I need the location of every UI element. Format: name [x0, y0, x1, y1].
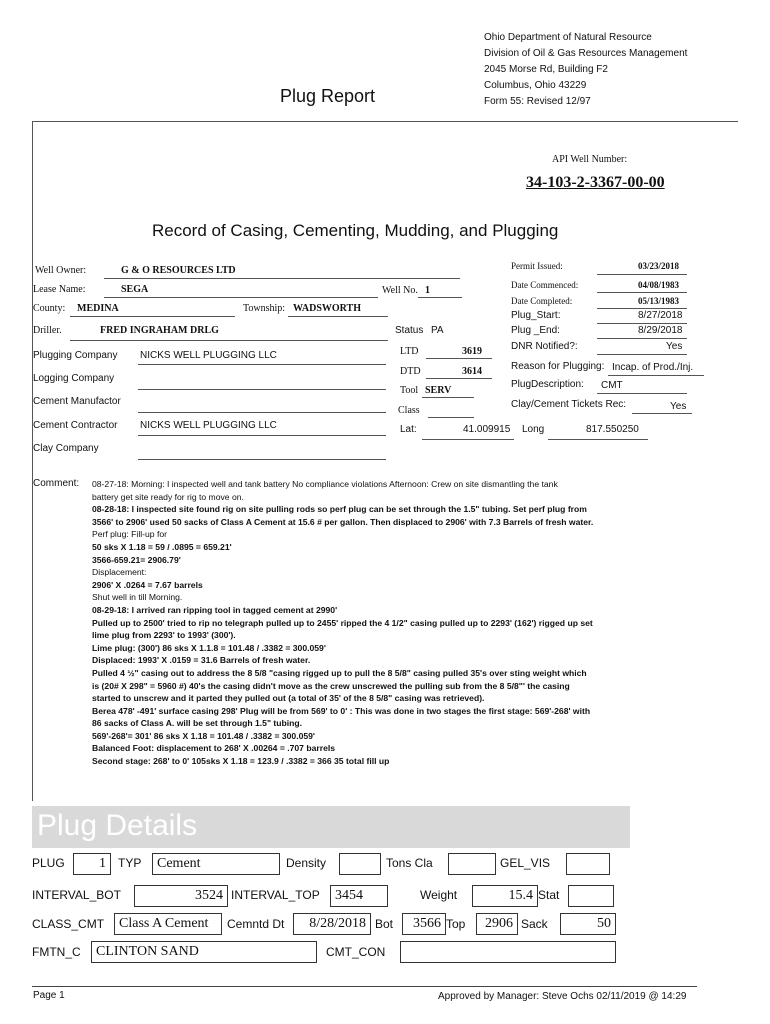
lat-label: Lat: — [400, 424, 417, 435]
date-commenced-label: Date Commenced: — [511, 280, 579, 290]
comment-line: Balanced Foot: displacement to 268' X .00264 = .707 barrels — [92, 743, 336, 754]
date-completed-value: 05/13/1983 — [638, 296, 680, 306]
county-line — [70, 316, 235, 317]
township-label: Township: — [243, 303, 286, 314]
county-value: MEDINA — [77, 303, 119, 314]
reason-label: Reason for Plugging: — [511, 361, 605, 372]
permit-issued-label: Permit Issued: — [511, 261, 563, 271]
plug-description-label: PlugDescription: — [511, 379, 584, 390]
desc-line — [597, 393, 687, 394]
logging-line — [138, 389, 386, 390]
plug-field[interactable]: 1 — [73, 853, 111, 875]
lat-line — [422, 439, 514, 440]
fmtn-c-label: FMTN_C — [32, 945, 81, 959]
lat-value: 41.009915 — [463, 424, 511, 435]
record-title: Record of Casing, Cementing, Mudding, and Plugging — [152, 221, 559, 240]
date-commenced-value: 04/08/1983 — [638, 280, 680, 290]
cemntd-dt-field[interactable]: 8/28/2018 — [293, 913, 371, 935]
approval-text: Approved by Manager: Steve Ochs 02/11/2019 @ 14:29 — [438, 991, 687, 1002]
plug-details-header — [32, 806, 630, 848]
interval-bot-field[interactable]: 3524 — [134, 885, 228, 907]
driller-value: FRED INGRAHAM DRLG — [100, 325, 219, 336]
township-value: WADSWORTH — [293, 303, 361, 314]
plug-description-value: CMT — [601, 380, 623, 391]
cement-contractor-label: Cement Contractor — [33, 420, 118, 431]
plug-start-label: Plug_Start: — [511, 310, 561, 321]
long-line — [548, 439, 648, 440]
gel-vis-field[interactable] — [566, 853, 610, 875]
cement-manufactor-label: Cement Manufactor — [33, 396, 121, 407]
top-label: Top — [446, 917, 466, 931]
agency-block — [484, 30, 687, 110]
class-line — [428, 417, 474, 418]
comment-label: Comment: — [33, 478, 80, 489]
clay-line — [138, 459, 386, 460]
driller-line — [70, 340, 388, 341]
api-label: API Well Number: — [552, 154, 628, 165]
cement-contractor-line — [138, 435, 386, 436]
cmt-con-field[interactable] — [400, 941, 616, 963]
dnr-notified-value: Yes — [666, 341, 683, 352]
bot-label: Bot — [375, 917, 394, 931]
driller-label: Driller. — [33, 325, 62, 336]
well-owner-line — [104, 278, 460, 279]
top-field[interactable]: 2906 — [476, 913, 518, 935]
tickets-label: Clay/Cement Tickets Rec: — [511, 399, 627, 410]
lease-name-value: SEGA — [121, 284, 149, 295]
comment-line: Displacement: — [92, 567, 147, 578]
lease-name-label: Lease Name: — [33, 284, 86, 295]
ltd-value: 3619 — [462, 346, 482, 357]
fmtn-c-field[interactable]: CLINTON SAND — [91, 941, 317, 963]
dnr-notified-label: DNR Notified?: — [511, 341, 578, 352]
comment-line: Shut well in till Morning. — [92, 592, 183, 603]
tickets-value: Yes — [670, 401, 687, 412]
comment-line: Second stage: 268' to 0' 105sks X 1.18 = 123.9 / .3382 = 366 35 total fill up — [92, 756, 390, 767]
comment-body — [92, 478, 692, 768]
comment-line: Berea 478' -491' surface casing 298' Plug will be from 569' to 0' : This was done in two stages the first stage: 569'-268' with — [92, 705, 591, 716]
plug-start-value: 8/27/2018 — [638, 310, 683, 321]
cement-mfr-line — [138, 412, 386, 413]
plug-end-line — [597, 338, 687, 339]
typ-field[interactable]: Cement — [152, 853, 280, 875]
ltd-label: LTD — [400, 346, 419, 357]
comment-line: Displaced: 1993' X .0159 = 31.6 Barrels of fresh water. — [92, 655, 311, 666]
township-line — [288, 316, 388, 317]
agency-line: Ohio Department of Natural Resource — [484, 32, 652, 43]
agency-line: Form 55: Revised 12/97 — [484, 96, 591, 107]
dtd-value: 3614 — [462, 366, 482, 377]
ltd-line — [426, 358, 492, 359]
frame-left-line — [32, 121, 33, 801]
clay-company-label: Clay Company — [33, 443, 99, 454]
sack-label: Sack — [521, 917, 548, 931]
reason-line — [608, 375, 704, 376]
comment-line: lime plug from 2293' to 1993' (300'). — [92, 630, 236, 641]
plug-label: PLUG — [32, 856, 65, 870]
api-number: 34-103-2-3367-00-00 — [526, 174, 665, 191]
bot-field[interactable]: 3566 — [402, 913, 446, 935]
tool-value: SERV — [425, 385, 452, 396]
plug-end-value: 8/29/2018 — [638, 325, 683, 336]
gel-vis-label: GEL_VIS — [500, 856, 551, 870]
comment-line: 50 sks X 1.18 = 59 / .0895 = 659.21' — [92, 541, 232, 552]
comment-line: battery get site ready for rig to move on. — [92, 491, 244, 502]
density-label: Density — [286, 856, 327, 870]
comment-line: 08-27-18: Morning: I inspected well and tank battery No compliance violations Afternoon: Crew on site dismantling the tank — [92, 479, 558, 489]
permit-line — [597, 274, 687, 275]
comment-line: 86 sacks of Class A. will be set through 1.5" tubing. — [92, 718, 303, 729]
comment-line: 08-28-18: I inspected site found rig on site pulling rods so perf plug can be set through the 1.5" tubing. Set perf plug from — [92, 504, 587, 515]
long-value: 817.550250 — [586, 424, 639, 435]
comment-line: 2906' X .0264 = 7.67 barrels — [92, 579, 203, 590]
stat-label: Stat — [538, 888, 560, 902]
typ-label: TYP — [118, 856, 142, 870]
sack-field[interactable]: 50 — [560, 913, 616, 935]
comment-line: 3566-659.21= 2906.79' — [92, 554, 181, 565]
class-cmt-label: CLASS_CMT — [32, 917, 105, 931]
agency-line: 2045 Morse Rd, Building F2 — [484, 64, 608, 75]
cemntd-dt-label: Cemntd Dt — [227, 917, 285, 931]
weight-field[interactable]: 15.4 — [472, 885, 538, 907]
plugging-company-label: Plugging Company — [33, 350, 118, 361]
well-no-label: Well No. — [382, 285, 418, 296]
footer-line — [32, 986, 697, 987]
plugging-line — [138, 364, 386, 365]
cmt-con-label: CMT_CON — [326, 945, 386, 959]
class-label: Class — [398, 405, 420, 416]
comment-line: 08-29-18: I arrived ran ripping tool in tagged cement at 2990' — [92, 604, 338, 615]
plugging-company-value: NICKS WELL PLUGGING LLC — [140, 350, 277, 361]
logging-company-label: Logging Company — [33, 373, 115, 384]
county-label: County: — [33, 303, 66, 314]
well-owner-value: G & O RESOURCES LTD — [121, 265, 236, 276]
dnr-line — [597, 354, 687, 355]
completed-line — [597, 308, 687, 309]
frame-top-line — [32, 121, 738, 122]
comment-line: started to unscrew and it parted they pulled out (a total of 35' of the 8 5/8" casing was retrieved). — [92, 693, 485, 704]
reason-value: Incap. of Prod./Inj. — [612, 362, 694, 373]
class-cmt-field[interactable]: Class A Cement — [114, 913, 222, 935]
comment-line: 3566' to 2906' used 50 sacks of Class A Cement at 15.6 # per gallon. Then displaced to 2906' with 7.3 Barrels of fresh water. — [92, 516, 594, 527]
status-value: PA — [431, 325, 444, 336]
page-number: Page 1 — [33, 990, 65, 1001]
agency-line: Columbus, Ohio 43229 — [484, 80, 587, 91]
date-completed-label: Date Completed: — [511, 296, 573, 306]
interval-bot-label: INTERVAL_BOT — [32, 888, 121, 902]
plug-end-label: Plug _End: — [511, 325, 560, 336]
stat-field[interactable] — [568, 885, 614, 907]
well-owner-label: Well Owner: — [35, 265, 87, 276]
comment-line: Perf plug: Fill-up for — [92, 529, 167, 540]
well-no-line — [418, 297, 462, 298]
tool-label: Tool — [400, 385, 419, 396]
long-label: Long — [522, 424, 545, 435]
comment-line: 569'-268'= 301' 86 sks X 1.18 = 101.48 / .3382 = 300.059' — [92, 730, 315, 741]
weight-label: Weight — [420, 888, 458, 902]
agency-line: Division of Oil & Gas Resources Management — [484, 48, 688, 59]
tool-line — [422, 397, 474, 398]
tons-cla-label: Tons Cla — [386, 856, 433, 870]
cement-contractor-value: NICKS WELL PLUGGING LLC — [140, 420, 277, 431]
status-label: Status — [395, 325, 424, 336]
comment-line: Pulled 4 ½" casing out to address the 8 5/8 "casing rigged up to pull the 8 5/8" casing pulled 35's over sting weight which — [92, 667, 587, 678]
dtd-label: DTD — [400, 366, 421, 377]
well-no-value: 1 — [425, 285, 430, 296]
commenced-line — [597, 292, 687, 293]
comment-line: is (20# X 298" = 5960 #) 40's the casing didn't move as the crew unscrewed the pulling sub from the 8 5/8"' the casing — [92, 680, 570, 691]
tons-cla-field[interactable] — [448, 853, 496, 875]
lease-line — [104, 297, 378, 298]
plug-start-line — [597, 323, 687, 324]
interval-top-label: INTERVAL_TOP — [231, 888, 320, 902]
density-field[interactable] — [339, 853, 381, 875]
tickets-line — [632, 413, 692, 414]
report-title: Plug Report — [280, 86, 376, 106]
permit-issued-value: 03/23/2018 — [638, 261, 680, 271]
dtd-line — [426, 378, 492, 379]
comment-line: Lime plug: (300') 86 sks X 1.1.8 = 101.48 / .3382 = 300.059' — [92, 642, 326, 653]
interval-top-field[interactable]: 3454 — [330, 885, 388, 907]
plug-details-title: Plug Details — [37, 809, 198, 842]
comment-line: Pulled up to 2500' tried to rip no telegraph pulled up to 2455' ripped the 4 1/2" casing pulled up to 2293' (162') rigged up set — [92, 617, 593, 628]
